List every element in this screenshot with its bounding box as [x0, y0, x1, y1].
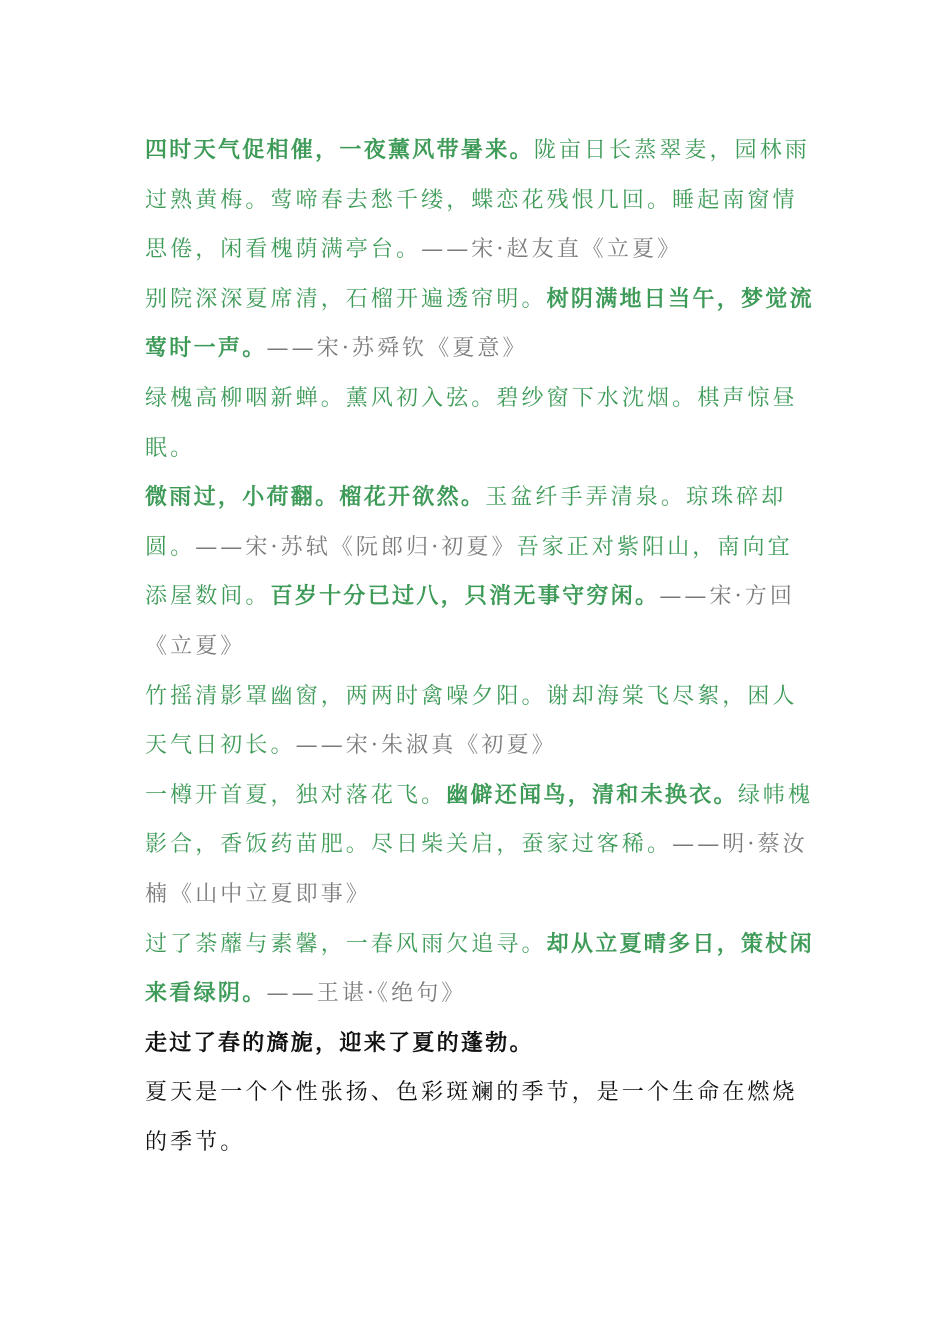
poem-paragraph [145, 672, 815, 771]
poem-source: ——宋·苏轼《阮郎归·初夏》 [195, 534, 517, 560]
poem-text: 过了荼蘼与素馨，一春风雨欠追寻。 [145, 931, 547, 957]
poem-highlight: 四时天气促相催，一夜薰风带暑来。 [145, 137, 534, 163]
poem-text: 玉盆纤手弄清泉。琼珠碎却圆。 [145, 485, 787, 560]
poem-text: 绿帏槐影合，香饭药苗肥。尽日柴关启，蚕家过客稀。 [145, 782, 814, 858]
poem-text: 别院深深夏席清，石榴开遍透帘明。 [145, 286, 547, 312]
closing-paragraph: 夏天是一个个性张扬、色彩斑斓的季节，是一个生命在燃烧的季节。 [145, 1080, 798, 1155]
poem-source: ——宋·方回《立夏》 [145, 584, 795, 659]
poem-source: ——宋·朱淑真《初夏》 [295, 733, 557, 759]
poem-source: ——宋·苏舜钦《夏意》 [266, 336, 528, 362]
poem-text: 陇亩日长蒸翠麦，园林雨过熟黄梅。莺啼春去愁千缕，蝶恋花残恨几回。睡起南窗情思倦，闲看槐荫满亭台。 [145, 138, 810, 263]
poem-text: 竹摇清影罩幽窗，两两时禽噪夕阳。谢却海棠飞尽絮，困人天气日初长。 [145, 683, 798, 759]
poem-highlight: 微雨过，小荷翻。榴花开欲然。 [145, 484, 486, 511]
poem-highlight: 树阴满地日当午，梦觉流莺时一声。 [145, 285, 814, 362]
poem-paragraph [145, 473, 815, 671]
poem-text: 吾家正对紫阳山，南向宜添屋数间。 [145, 534, 793, 610]
poem-paragraph [145, 374, 815, 473]
poem-paragraph [145, 275, 815, 374]
document-content [145, 126, 815, 1167]
poem-paragraph [145, 126, 815, 275]
poem-source: ——王谌·《绝句》 [266, 981, 467, 1007]
poem-text: 一樽开首夏，独对落花飞。 [145, 782, 447, 808]
poem-paragraph [145, 771, 815, 920]
poem-highlight: 百岁十分已过八，只消无事守穷闲。 [270, 583, 660, 610]
poem-source: ——宋·赵友直《立夏》 [421, 237, 683, 263]
section-heading: 走过了春的旖旎，迎来了夏的蓬勃。 [145, 1029, 534, 1056]
poem-source: ——明·蔡汝楠《山中立夏即事》 [145, 832, 808, 907]
poem-highlight: 却从立夏晴多日，策杖闲来看绿阴。 [145, 930, 814, 1007]
poem-highlight: 幽僻还闻鸟，清和未换衣。 [446, 781, 738, 808]
poem-paragraph [145, 920, 815, 1019]
poem-text: 绿槐高柳咽新蝉。薰风初入弦。碧纱窗下水沈烟。棋声惊昼眠。 [145, 385, 798, 461]
